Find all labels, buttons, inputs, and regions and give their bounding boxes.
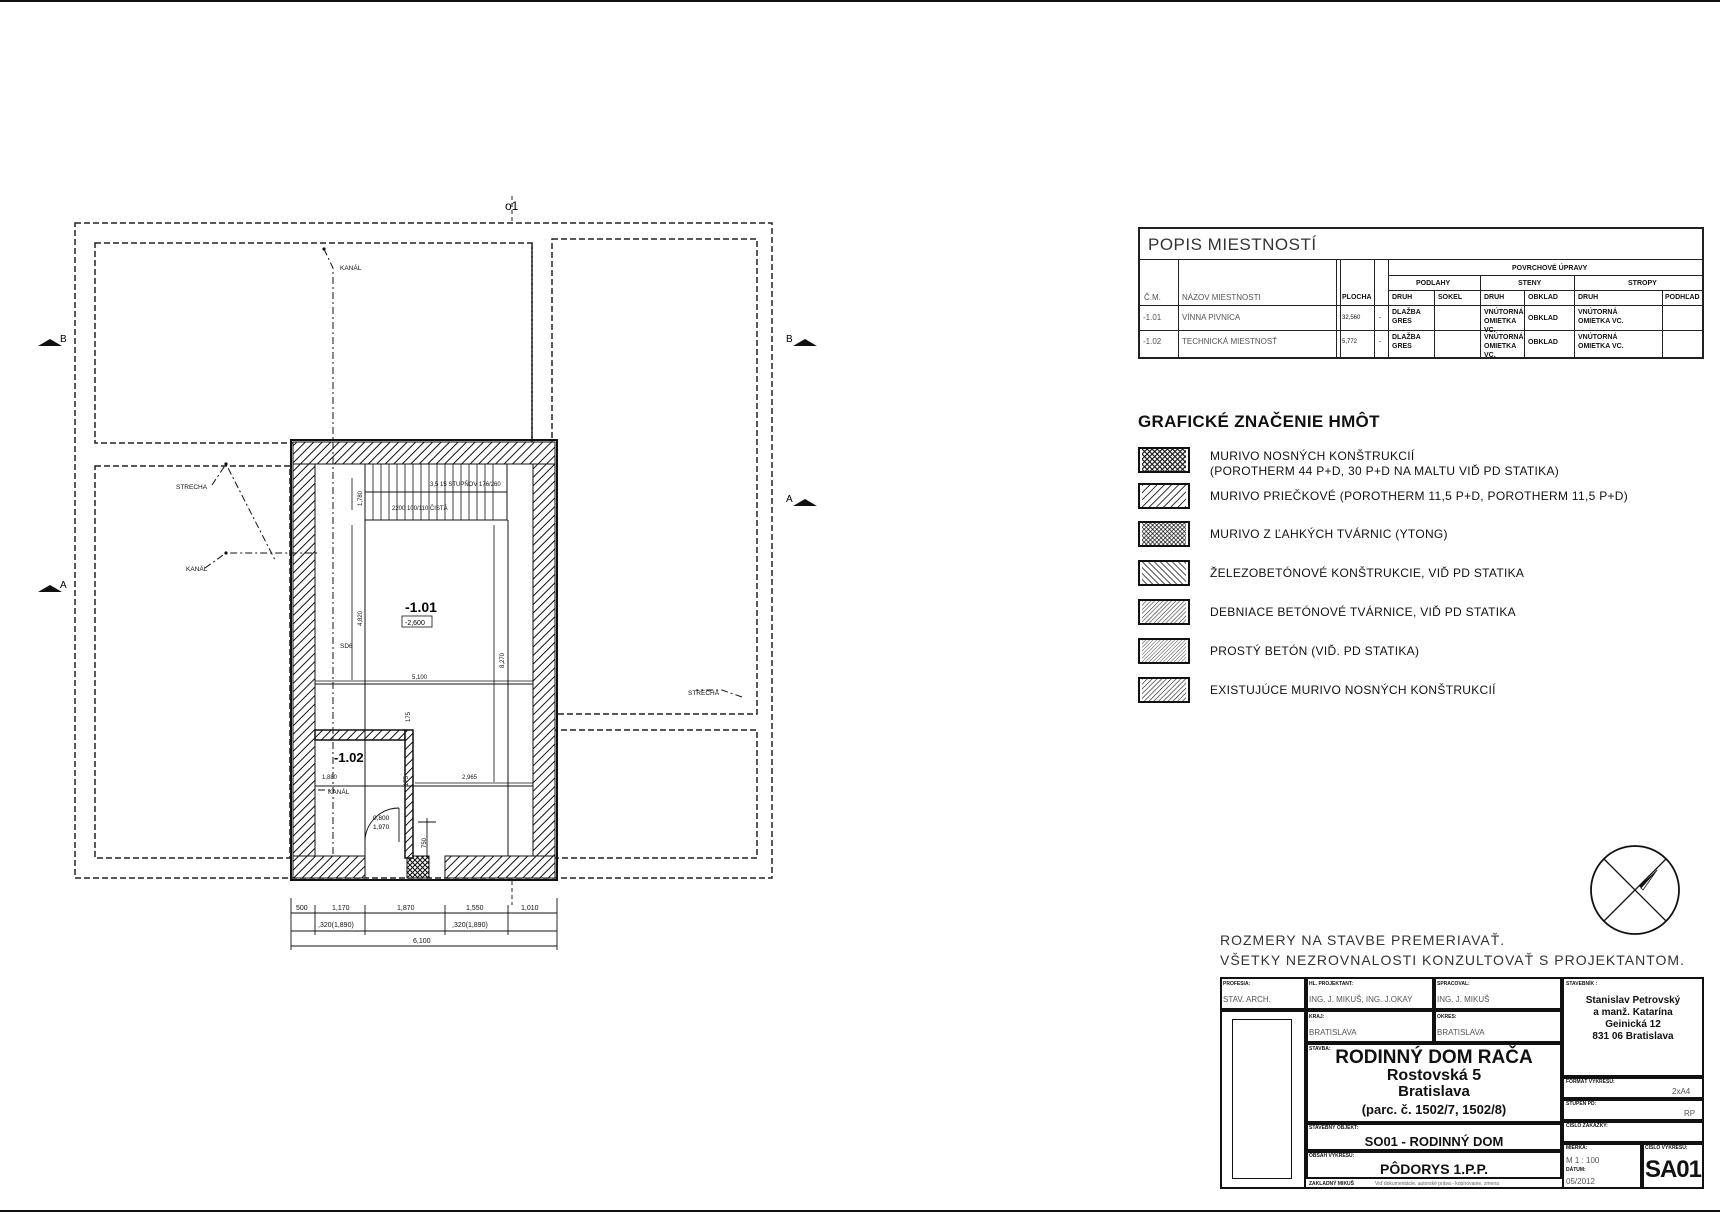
legend-prosty-beton-text: PROSTÝ BETÓN (VIĎ. PD STATIKA)	[1210, 644, 1420, 658]
stair-text-2: 2200 100/110 ČISTÁ	[392, 506, 448, 512]
legend-prieckove-text: MURIVO PRIEČKOVÉ (POROTHERM 11,5 P+D, POROTHERM 11,5 P+D)	[1210, 489, 1629, 503]
tb-mierka: M 1 : 100	[1566, 1156, 1600, 1165]
label-kanal-small: KANÁL	[328, 789, 350, 796]
staircase	[365, 464, 507, 520]
room-102-number: -1.02	[334, 750, 364, 765]
tb-stavebnik-3: Geinická 12	[1605, 1019, 1661, 1030]
tb-format: 2xA4	[1672, 1087, 1691, 1096]
logo-box	[1232, 1019, 1292, 1179]
room-101-number: -1.01	[405, 599, 437, 615]
legend-swatch-ytong	[1138, 521, 1190, 547]
legend-item-prieckove	[1138, 483, 1698, 511]
legend-zelezobeton-text: ŽELEZOBETÓNOVÉ KONŠTRUKCIE, VIĎ PD STATIKA	[1210, 566, 1525, 580]
hdr-name: NÁZOV MIESTNOSTI	[1182, 293, 1261, 302]
row1-floor: DLAŽBA GRES	[1392, 309, 1421, 325]
room-table-title: POPIS MIESTNOSTÍ	[1140, 229, 1702, 260]
north-label: o1	[505, 199, 519, 213]
row2-wall-finish: OBKLAD	[1528, 339, 1558, 346]
dim-w2: 2,965	[462, 775, 478, 781]
row1-ceiling: VNÚTORNÁ OMIETKA VC.	[1578, 309, 1624, 325]
tb-label-mierka: MIERKA:	[1566, 1145, 1588, 1151]
tb-stavba-1: RODINNÝ DOM RAČA	[1335, 1047, 1533, 1068]
dim-h2: 8,270	[500, 652, 506, 668]
tb-stavba-3: Bratislava	[1398, 1083, 1470, 1100]
hdr-walls: STENY	[1518, 280, 1542, 287]
section-mark-b-left: B	[60, 334, 67, 345]
dim-bottom-1: 500	[296, 905, 308, 912]
hdr-cm: Č.M.	[1144, 293, 1161, 302]
row1-cm: -1.01	[1143, 313, 1162, 322]
hdr-wall-type: DRUH	[1484, 294, 1505, 301]
legend-nosne-line1: MURIVO NOSNÝCH KONŠTRUKCIÍ	[1210, 449, 1415, 463]
dim-door: 0,800	[373, 815, 390, 822]
tb-label-hl-projektant: HL. PROJEKTANT:	[1309, 981, 1354, 987]
tb-profesia: STAV. ARCH.	[1223, 995, 1271, 1004]
legend-nosne-line2: (POROTHERM 44 P+D, 30 P+D NA MALTU VIĎ PD STATIKA)	[1210, 464, 1560, 478]
tb-label-okres: OKRES:	[1437, 1014, 1457, 1020]
dim-bottom-5: 1,010	[521, 905, 539, 912]
hdr-wall-finish: OBKLAD	[1528, 294, 1558, 301]
label-strecha-right: STRECHA	[688, 690, 720, 697]
legend-existujuce-text: EXISTUJÚCE MURIVO NOSNÝCH KONŠTRUKCIÍ	[1210, 683, 1496, 697]
leader-lines	[205, 249, 742, 856]
row2-ceiling: VNÚTORNÁ OMIETKA VC.	[1578, 334, 1624, 350]
row2-wall: VNÚTORNÁ OMIETKA VC.	[1484, 334, 1524, 359]
dim-stair-len: 1,780	[358, 490, 364, 506]
hdr-floors: PODLAHY	[1416, 280, 1451, 287]
row2-dash: -	[1379, 339, 1382, 346]
room-table	[1138, 227, 1704, 359]
dim-h3: 175	[406, 711, 412, 722]
section-mark-a-left: A	[60, 580, 67, 591]
hdr-ceiling-type: DRUH	[1578, 294, 1599, 301]
row1-wall: VNÚTORNÁ OMIETKA VC.	[1484, 309, 1524, 334]
tb-label-datum: DÁTUM:	[1566, 1167, 1586, 1173]
legend-item-zelezobeton	[1138, 560, 1698, 588]
tb-label-stavebny-objekt: STAVEBNÝ OBJEKT:	[1309, 1125, 1359, 1131]
label-kanal-top: KANÁL	[340, 265, 362, 272]
label-sd: SD6	[340, 643, 353, 650]
dim-175: 175	[404, 775, 410, 786]
row1-dash: -	[1379, 315, 1382, 322]
tb-label-cislo-zakazky: ČÍSLO ZÁKAZKY:	[1566, 1123, 1608, 1129]
row1-area: 32,560	[1342, 315, 1361, 321]
legend-swatch-existujuce	[1138, 677, 1190, 703]
legend-swatch-nosne	[1138, 447, 1190, 473]
label-strecha-left: STRECHA	[176, 484, 208, 491]
hdr-sokel: SOKEL	[1438, 294, 1463, 301]
tb-label-kraj: KRAJ:	[1309, 1014, 1325, 1020]
hdr-podhlad: PODHĽAD	[1665, 294, 1700, 301]
tb-stupen: RP	[1684, 1109, 1696, 1118]
tb-label-kreslil: ZAKLADNÝ MIKUŠ	[1309, 1181, 1354, 1187]
tb-cislo-vykresu: SA01	[1644, 1156, 1702, 1183]
dim-w3: 1,880	[322, 775, 338, 781]
tb-label-vypracoval: SPRACOVAL:	[1437, 981, 1470, 987]
label-kanal-left: KANÁL	[186, 566, 208, 573]
legend-swatch-prosty-beton	[1138, 638, 1190, 664]
tb-label-obsah: OBSAH VÝKRESU:	[1309, 1153, 1355, 1159]
dim-bottom-2: 1,170	[332, 905, 350, 912]
tb-label-stupen: STUPEŇ PD:	[1566, 1101, 1597, 1107]
legend-debniace-text: DEBNIACE BETÓNOVÉ TVÁRNICE, VIĎ PD STATIKA	[1210, 605, 1516, 619]
tb-vypracoval: ING. J. MIKUŠ	[1437, 995, 1490, 1004]
legend-item-debniace	[1138, 599, 1698, 627]
legend-item-ytong	[1138, 521, 1698, 549]
dim-door2: 1,970	[373, 824, 390, 831]
dim-bottom-6: ,320(1,890)	[318, 922, 354, 929]
outline-dashed	[75, 223, 772, 878]
legend-swatch-debniace	[1138, 599, 1190, 625]
tb-copyright: Viď dokumentácie, autorské práva - kopírovanie, zmena	[1375, 1181, 1499, 1187]
tb-stavebnik-1: Stanislav Petrovský	[1585, 995, 1681, 1006]
hdr-floor-type: DRUH	[1392, 294, 1413, 301]
dim-bottom-4: 1,550	[466, 905, 484, 912]
bottom-border-line	[0, 1210, 1720, 1212]
legend-title: GRAFICKÉ ZNAČENIE HMÔT	[1138, 412, 1380, 431]
tb-stavba-2: Rostovská 5	[1386, 1067, 1482, 1084]
row2-floor: DLAŽBA GRES	[1392, 334, 1421, 350]
tb-label-profesia: PROFESIA:	[1223, 981, 1251, 987]
legend-item-prosty-beton	[1138, 638, 1698, 666]
row2-cm: -1.02	[1143, 337, 1162, 346]
tb-stavba-4: (parc. č. 1502/7, 1502/8)	[1361, 1102, 1507, 1117]
tb-label-stavebnik: STAVEBNÍK :	[1566, 981, 1598, 987]
tb-stavebnik-2: a manž. Katarína	[1593, 1007, 1673, 1018]
section-mark-b-right: B	[786, 334, 793, 345]
dim-w1: 5,100	[412, 675, 428, 681]
note-line-2: VŠETKY NEZROVNALOSTI KONZULTOVAŤ S PROJEKTANTOM.	[1220, 952, 1685, 968]
dim-h1: 4,820	[358, 610, 364, 626]
tb-label-cislo-vykresu: ČÍSLO VÝKRESU:	[1645, 1145, 1688, 1151]
north-arrow-icon	[1585, 840, 1685, 940]
tb-stavebny-objekt: SO01 - RODINNÝ DOM	[1364, 1134, 1504, 1149]
row2-name: TECHNICKÁ MIESTNOSŤ	[1182, 337, 1278, 346]
note-line-1: ROZMERY NA STAVBE PREMERIAVAŤ.	[1220, 932, 1506, 948]
row1-wall-finish: OBKLAD	[1528, 315, 1558, 322]
dim-pillar: 750	[422, 837, 428, 848]
row2-area: 5,772	[1342, 339, 1358, 345]
bottom-dimensions	[291, 898, 557, 950]
tb-stavebnik-4: 831 06 Bratislava	[1592, 1031, 1674, 1042]
legend-item-nosne	[1138, 447, 1698, 478]
tb-obsah: PÔDORYS 1.P.P.	[1380, 1161, 1488, 1177]
tb-kraj: BRATISLAVA	[1309, 1028, 1357, 1037]
dim-bottom-3: 1,870	[397, 905, 415, 912]
row1-name: VÍNNA PIVNICA	[1182, 313, 1241, 322]
hdr-surfaces: POVRCHOVÉ ÚPRAVY	[1512, 265, 1588, 272]
legend-ytong-text: MURIVO Z ĽAHKÝCH TVÁRNIC (YTONG)	[1210, 527, 1448, 541]
section-mark-a-right: A	[786, 494, 793, 505]
legend-item-existujuce	[1138, 677, 1698, 705]
dim-bottom-total: 6,100	[413, 938, 431, 945]
tb-hl-projektant: ING. J. MIKUŠ, ING. J.OKAY	[1309, 995, 1413, 1004]
legend-swatch-prieckove	[1138, 483, 1190, 509]
tb-label-format: FORMÁT VÝKRESU:	[1566, 1079, 1615, 1085]
dim-bottom-7: ,320(1,890)	[452, 922, 488, 929]
interior-partitions	[315, 520, 533, 858]
hdr-area: PLOCHA	[1342, 294, 1372, 301]
legend-swatch-zelezobeton	[1138, 560, 1190, 586]
tb-label-stavba: STAVBA:	[1309, 1046, 1331, 1052]
tb-datum: 05/2012	[1566, 1177, 1595, 1186]
hdr-ceilings: STROPY	[1628, 280, 1657, 287]
stair-text-1: 3,5 15 STUPŇOV 176/260	[430, 482, 501, 488]
room-101-level: -2,600	[405, 620, 425, 627]
tb-okres: BRATISLAVA	[1437, 1028, 1485, 1037]
